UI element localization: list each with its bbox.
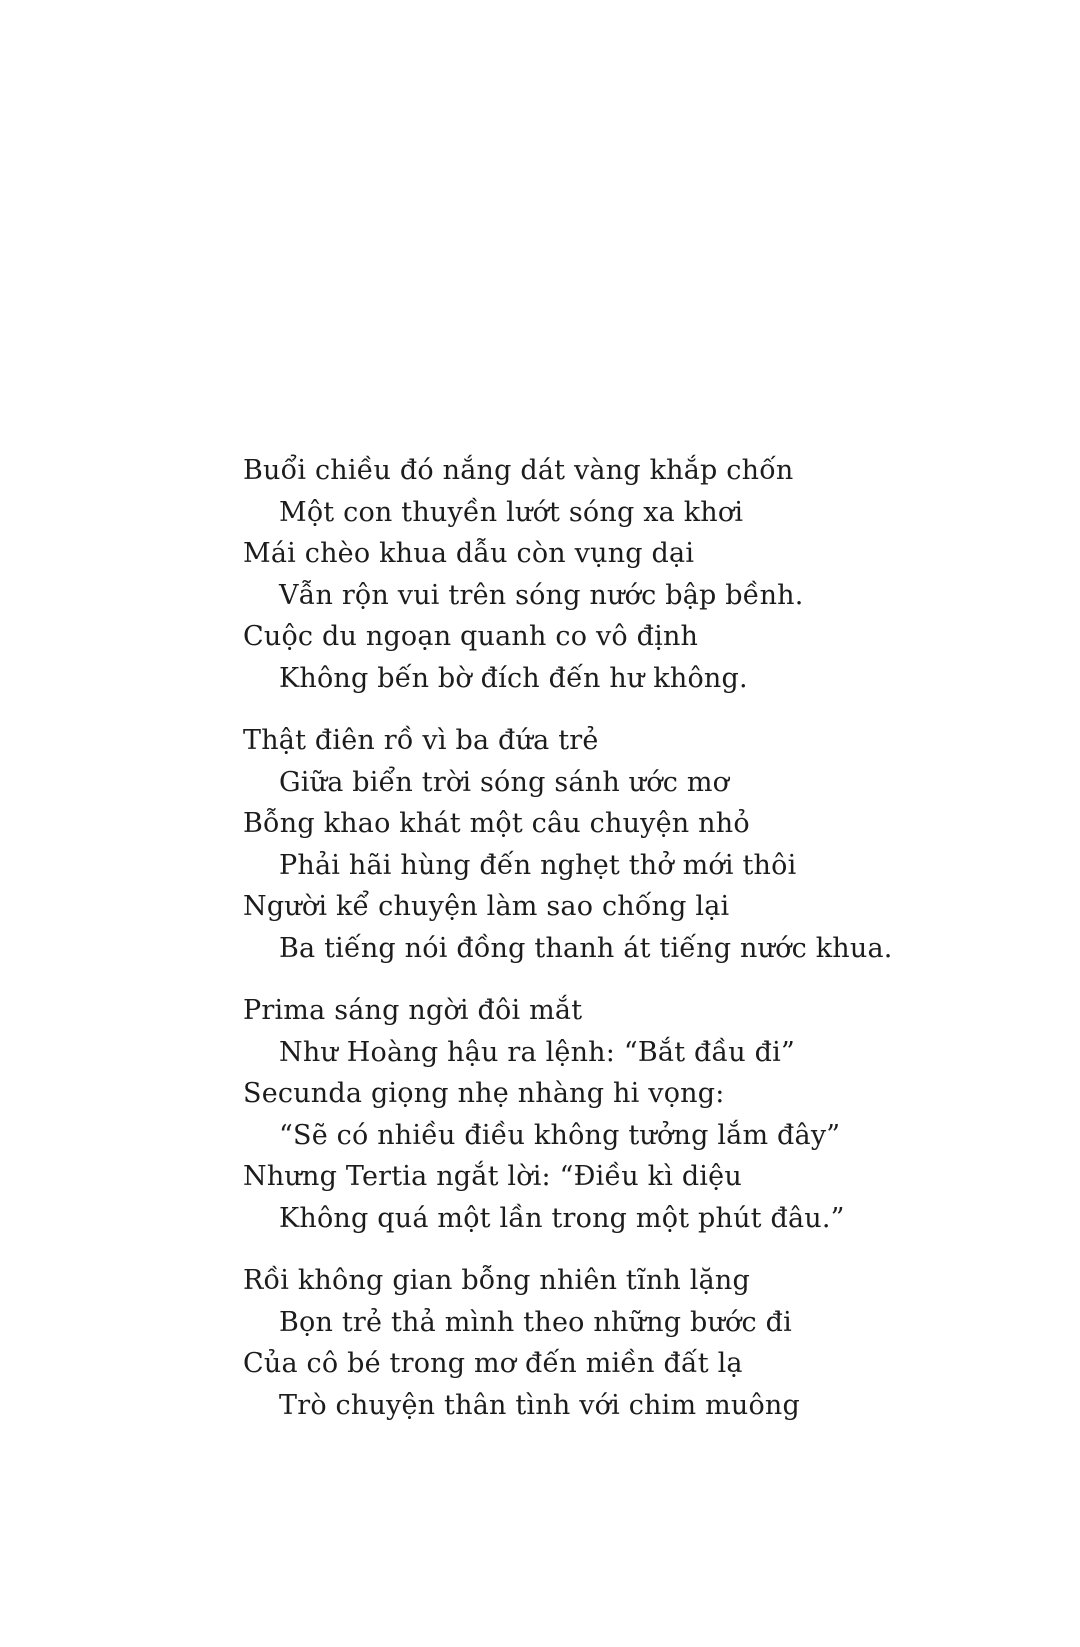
poem-line: Prima sáng ngời đôi mắt xyxy=(243,995,583,1026)
stanza xyxy=(243,720,1020,969)
stanza xyxy=(243,450,1020,699)
stanza xyxy=(243,990,1020,1239)
poem-line: Một con thuyền lướt sóng xa khơi xyxy=(279,496,744,528)
poem-line: Cuộc du ngoạn quanh co vô định xyxy=(243,621,699,652)
poem-text-block xyxy=(243,450,1020,1447)
poem-line: Vẫn rộn vui trên sóng nước bập bềnh. xyxy=(279,579,804,611)
poem-line: Giữa biển trời sóng sánh ước mơ xyxy=(279,766,730,798)
poem-line: Thật điên rồ vì ba đứa trẻ xyxy=(243,725,599,756)
poem-line: Ba tiếng nói đồng thanh át tiếng nước khua. xyxy=(279,932,893,964)
poem-line: Bọn trẻ thả mình theo những bước đi xyxy=(279,1306,792,1338)
poem-line: Bỗng khao khát một câu chuyện nhỏ xyxy=(243,808,750,839)
stanza xyxy=(243,1260,1020,1426)
poem-line: Secunda giọng nhẹ nhàng hi vọng: xyxy=(243,1078,725,1109)
poem-line: Không bến bờ đích đến hư không. xyxy=(279,662,748,694)
poem-line: Nhưng Tertia ngắt lời: “Điều kì diệu xyxy=(243,1161,742,1192)
poem-line: Của cô bé trong mơ đến miền đất lạ xyxy=(243,1348,743,1379)
poem-line: Phải hãi hùng đến nghẹt thở mới thôi xyxy=(279,849,797,881)
poem-line: Trò chuyện thân tình với chim muông xyxy=(279,1389,800,1421)
poem-line: Rồi không gian bỗng nhiên tĩnh lặng xyxy=(243,1265,750,1296)
poem-line: Mái chèo khua dẫu còn vụng dại xyxy=(243,538,695,569)
poem-line: Như Hoàng hậu ra lệnh: “Bắt đầu đi” xyxy=(279,1036,795,1068)
poem-line: “Sẽ có nhiều điều không tưởng lắm đây” xyxy=(279,1119,841,1151)
poem-line: Người kể chuyện làm sao chống lại xyxy=(243,891,730,922)
poem-line: Không quá một lần trong một phút đâu.” xyxy=(279,1202,845,1234)
poem-line: Buổi chiều đó nắng dát vàng khắp chốn xyxy=(243,455,794,486)
